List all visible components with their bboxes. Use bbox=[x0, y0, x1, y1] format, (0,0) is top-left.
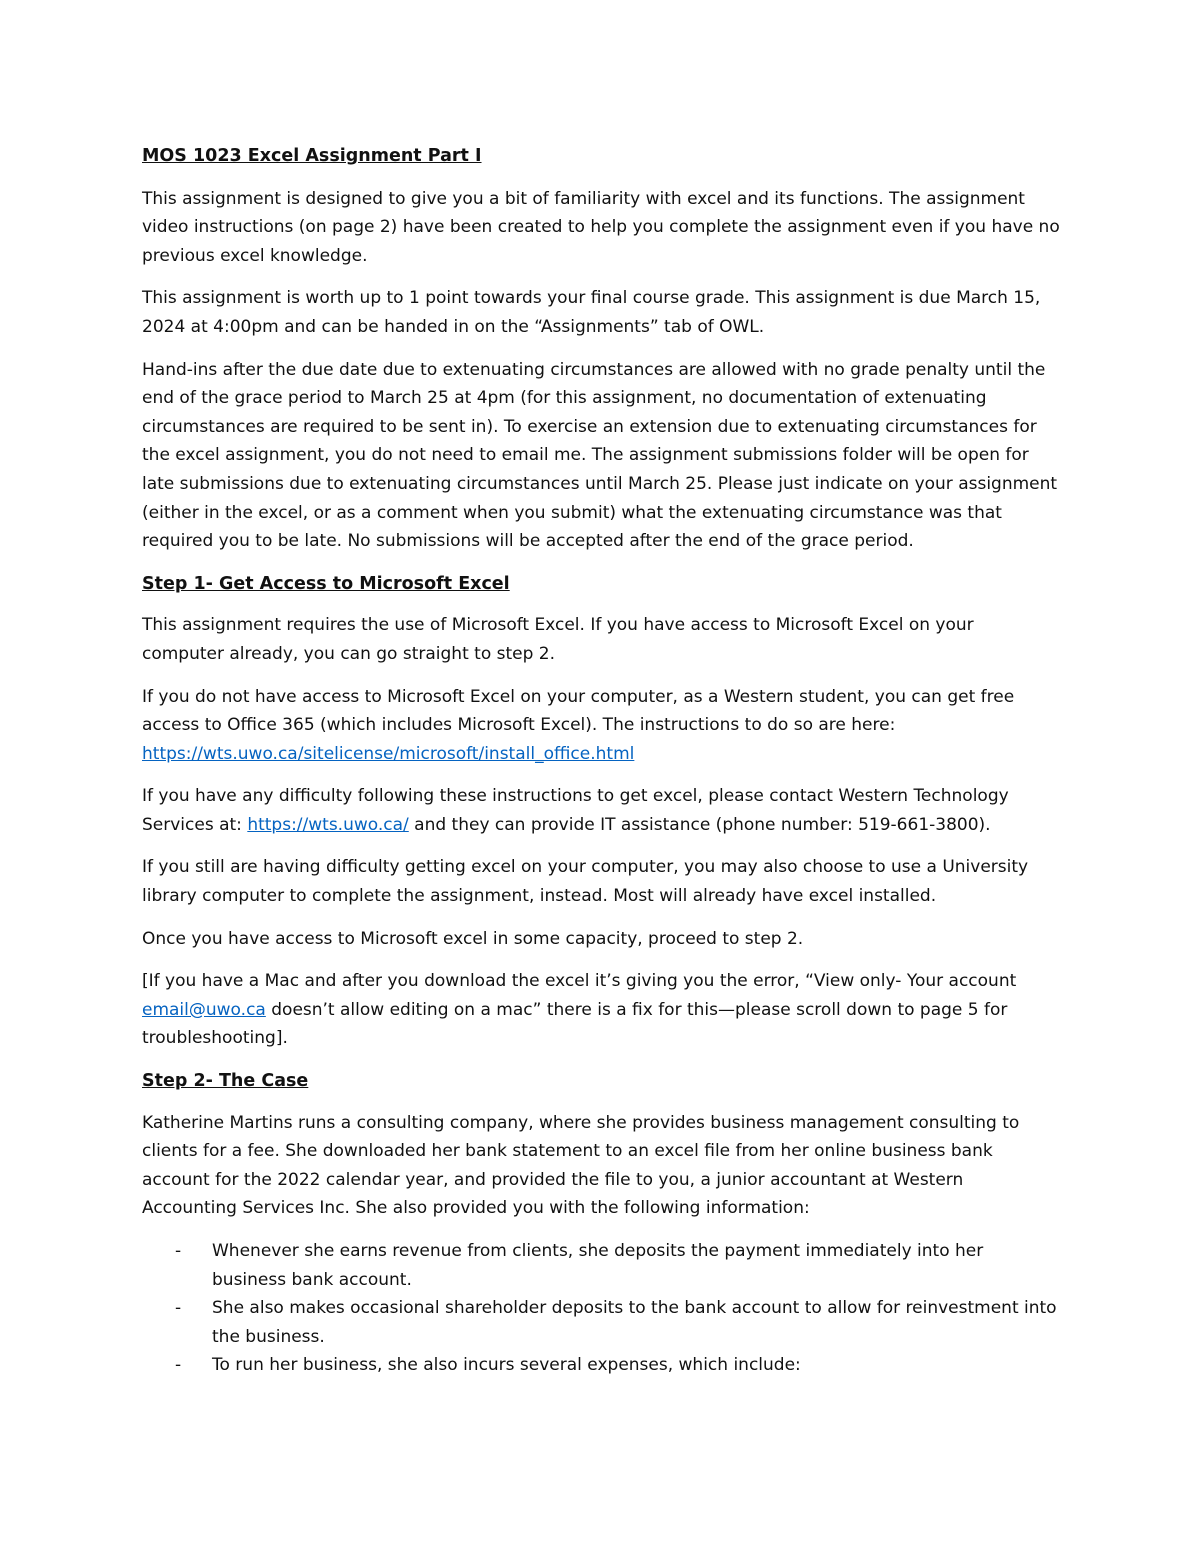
list-dash: - bbox=[175, 1241, 182, 1261]
step-1-paragraph-2 bbox=[142, 683, 1060, 769]
intro-paragraph-1: This assignment is designed to give you a bit of familiarity with excel and its functions. The assignment video instructions (on page 2) have been created to help you complete the assignment even if you have no previous excel knowledge. bbox=[142, 188, 1060, 266]
case-info-list bbox=[142, 1237, 1060, 1380]
wts-link[interactable]: https://wts.uwo.ca/ bbox=[247, 814, 409, 835]
step-1-paragraph-4: If you still are having difficulty getting excel on your computer, you may also choose to use a University library computer to complete the assignment, instead. Most will already have excel installed. bbox=[142, 857, 1029, 907]
list-item-text: To run her business, she also incurs several expenses, which include: bbox=[212, 1355, 801, 1376]
list-item-text: Whenever she earns revenue from clients, she deposits the payment immediately into her business bank account. bbox=[212, 1241, 984, 1290]
list-dash: - bbox=[175, 1355, 182, 1376]
step-1-paragraph-6-before: [If you have a Mac and after you download the excel it’s giving you the error, “View only- Your account bbox=[142, 971, 1017, 992]
intro-paragraph-2: This assignment is worth up to 1 point towards your final course grade. This assignment is due March 15, 2024 at 4:00pm and can be handed in on the “Assignments” tab of OWL. bbox=[142, 288, 1041, 337]
list-item bbox=[142, 1351, 1060, 1380]
list-item bbox=[142, 1294, 1060, 1351]
step-1-paragraph-6-after: doesn’t allow editing on a mac” there is a fix for this—please scroll down to page 5 for troubleshooting]. bbox=[142, 999, 1008, 1049]
step-1-paragraph-3-after: and they can provide IT assistance (phone number: 519-661-3800). bbox=[408, 814, 991, 835]
step-2-paragraph-1: Katherine Martins runs a consulting company, where she provides business management consulting to clients for a fee. She downloaded her bank statement to an excel file from her online business bank account for the 2022 calendar year, and provided the file to you, a junior accountant at Western Accounting Services Inc. She also provided you with the following information: bbox=[142, 1112, 1020, 1219]
email-link[interactable]: email@uwo.ca bbox=[142, 999, 266, 1020]
document-title: MOS 1023 Excel Assignment Part I bbox=[142, 146, 482, 166]
step-1-paragraph-3 bbox=[142, 782, 1060, 839]
step-1-paragraph-2-text: If you do not have access to Microsoft Excel on your computer, as a Western student, you can get free access to Office 365 (which includes Microsoft Excel). The instructions to do so are here: bbox=[142, 686, 1015, 736]
step-1-paragraph-3-before: If you have any difficulty following these instructions to get excel, please contact Western Technology Services at: bbox=[142, 786, 1009, 835]
intro-paragraph-3: Hand-ins after the due date due to extenuating circumstances are allowed with no grade penalty until the end of the grace period to March 25 at 4pm (for this assignment, no documentation of extenuating circumstances are required to be sent in). To exercise an extension due to extenuating circumstances for the excel assignment, you do not need to email me. The assignment submissions folder will be open for late submissions due to extenuating circumstances until March 25. Please just indicate on your assignment (either in the excel, or as a comment when you submit) what the extenuating circumstance was that required you to be late. No submissions will be accepted after the end of the grace period. bbox=[142, 359, 1058, 552]
step-1-paragraph-1: This assignment requires the use of Microsoft Excel. If you have access to Microsoft Excel on your computer already, you can go straight to step 2. bbox=[142, 615, 974, 664]
step-1-paragraph-6 bbox=[142, 967, 1060, 1053]
list-item bbox=[142, 1237, 1060, 1294]
list-item-text: She also makes occasional shareholder deposits to the bank account to allow for reinvestment into the business. bbox=[212, 1298, 1057, 1347]
step-1-paragraph-5: Once you have access to Microsoft excel in some capacity, proceed to step 2. bbox=[142, 928, 804, 949]
office-install-link[interactable]: https://wts.uwo.ca/sitelicense/microsoft/install_office.html bbox=[142, 743, 635, 764]
list-dash: - bbox=[175, 1298, 182, 1319]
step-2-heading: Step 2- The Case bbox=[142, 1071, 309, 1092]
step-1-heading: Step 1- Get Access to Microsoft Excel bbox=[142, 573, 510, 594]
